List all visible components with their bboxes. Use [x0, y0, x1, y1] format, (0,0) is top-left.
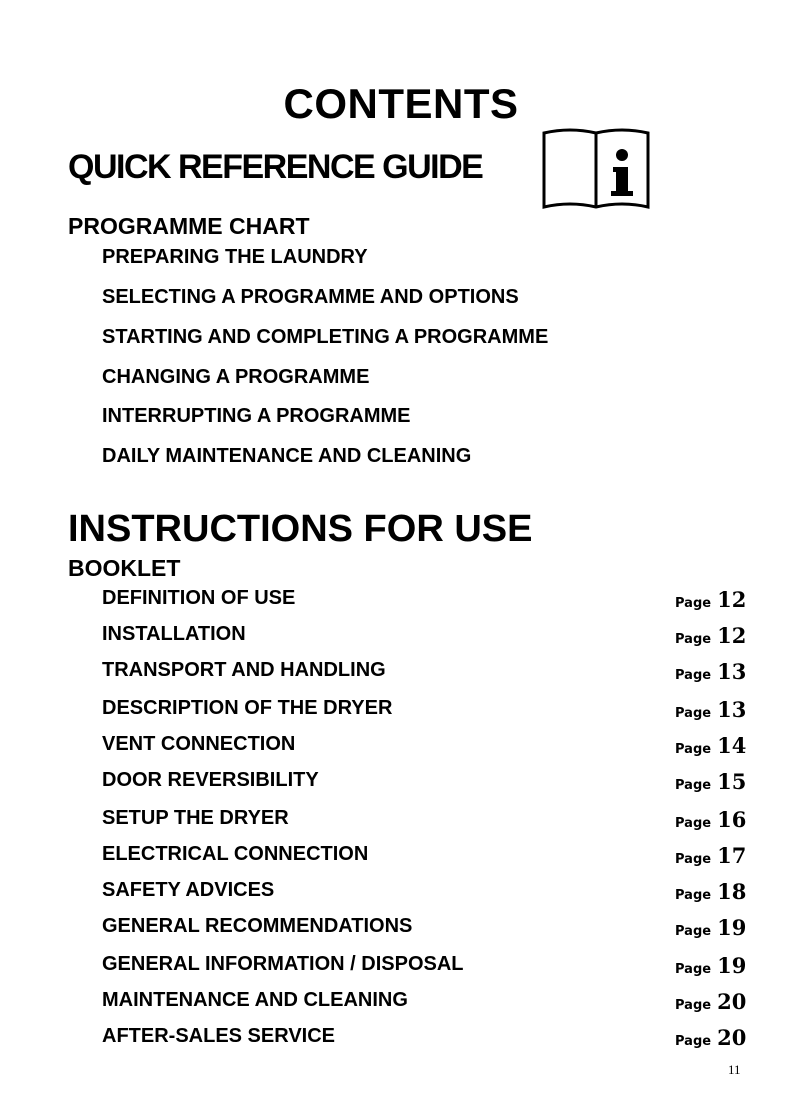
page-reference — [675, 953, 746, 978]
page-number-ref: 20 — [717, 989, 747, 1014]
toc-item[interactable]: SELECTING A PROGRAMME AND OPTIONS — [102, 286, 519, 308]
toc-item[interactable]: GENERAL RECOMMENDATIONS — [102, 915, 413, 937]
page-number-ref: 12 — [717, 623, 747, 648]
page-reference — [675, 843, 746, 868]
info-book-icon — [540, 127, 652, 213]
page-label: Page — [675, 668, 712, 683]
toc-item[interactable]: INSTALLATION — [102, 623, 246, 645]
page-label: Page — [675, 852, 712, 867]
booklet-heading: BOOKLET — [68, 555, 181, 581]
page-label: Page — [675, 706, 712, 721]
page-number-ref: 12 — [717, 587, 747, 612]
page-label: Page — [675, 962, 712, 977]
page-label: Page — [675, 742, 712, 757]
footer-page-number: 11 — [728, 1062, 741, 1077]
toc-item[interactable]: SAFETY ADVICES — [102, 879, 275, 901]
page-number-ref: 15 — [717, 769, 747, 794]
toc-item[interactable]: TRANSPORT AND HANDLING — [102, 659, 386, 681]
toc-item[interactable]: SETUP THE DRYER — [102, 807, 289, 829]
page-label: Page — [675, 632, 712, 647]
programme-chart-heading: PROGRAMME CHART — [68, 213, 310, 239]
page-number-ref: 17 — [717, 843, 747, 868]
page-reference — [675, 989, 746, 1014]
page-label: Page — [675, 1034, 712, 1049]
toc-item[interactable]: GENERAL INFORMATION / DISPOSAL — [102, 953, 464, 975]
page-reference — [675, 733, 746, 758]
page-reference — [675, 623, 746, 648]
toc-item[interactable]: DOOR REVERSIBILITY — [102, 769, 319, 791]
page-number-ref: 19 — [717, 953, 747, 978]
toc-item[interactable]: DEFINITION OF USE — [102, 587, 296, 609]
toc-item[interactable]: STARTING AND COMPLETING A PROGRAMME — [102, 326, 549, 348]
page-reference — [675, 1025, 746, 1050]
toc-item[interactable]: VENT CONNECTION — [102, 733, 296, 755]
toc-item[interactable]: INTERRUPTING A PROGRAMME — [102, 405, 411, 427]
toc-item[interactable]: DAILY MAINTENANCE AND CLEANING — [102, 445, 472, 467]
page-number-ref: 14 — [717, 733, 747, 758]
toc-item[interactable]: MAINTENANCE AND CLEANING — [102, 989, 408, 1011]
toc-item[interactable]: ELECTRICAL CONNECTION — [102, 843, 369, 865]
page-reference — [675, 807, 746, 832]
toc-item[interactable]: CHANGING A PROGRAMME — [102, 366, 370, 388]
page-label: Page — [675, 924, 712, 939]
page-title: CONTENTS — [283, 80, 519, 127]
page-number-ref: 20 — [717, 1025, 747, 1050]
page-number-ref: 19 — [717, 915, 747, 940]
page-reference — [675, 915, 746, 940]
page-number-ref: 13 — [717, 659, 747, 684]
page-reference — [675, 879, 746, 904]
page-reference — [675, 587, 746, 612]
instructions-heading: INSTRUCTIONS FOR USE — [68, 508, 533, 550]
page-reference — [675, 697, 746, 722]
page-reference — [675, 769, 746, 794]
page-label: Page — [675, 778, 712, 793]
page-label: Page — [675, 596, 712, 611]
page-reference — [675, 659, 746, 684]
toc-item[interactable]: PREPARING THE LAUNDRY — [102, 246, 368, 268]
page-number-ref: 16 — [717, 807, 747, 832]
page-label: Page — [675, 888, 712, 903]
page-number-ref: 13 — [717, 697, 747, 722]
toc-item[interactable]: AFTER-SALES SERVICE — [102, 1025, 335, 1047]
page-number-ref: 18 — [717, 879, 747, 904]
quick-reference-heading: QUICK REFERENCE GUIDE — [68, 148, 483, 186]
page-label: Page — [675, 998, 712, 1013]
toc-item[interactable]: DESCRIPTION OF THE DRYER — [102, 697, 393, 719]
page-label: Page — [675, 816, 712, 831]
